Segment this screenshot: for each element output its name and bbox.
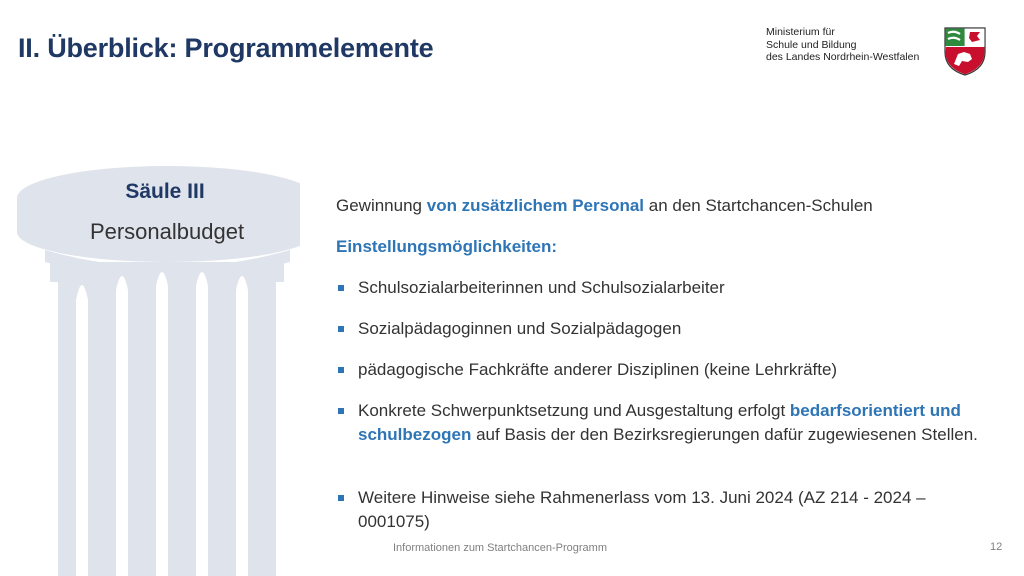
bullet-text: Schulsozialarbeiterinnen und Schulsozialarbeiter <box>358 278 725 297</box>
bullet-text: pädagogische Fachkräfte anderer Disziplinen (keine Lehrkräfte) <box>358 360 838 379</box>
bullet-text: Weitere Hinweise siehe Rahmenerlass vom 13. Juni 2024 (AZ 214 - 2024 – 0001075) <box>358 488 926 531</box>
bullet-item <box>336 358 996 382</box>
intro-highlight: von zusätzlichem Personal <box>426 196 645 215</box>
ministry-line-1: Ministerium für <box>766 26 835 38</box>
bullet-square-icon <box>338 408 344 414</box>
bullet-text-part: Konkrete Schwerpunktsetzung und Ausgestaltung erfolgt <box>358 401 790 420</box>
subheading: Einstellungsmöglichkeiten: <box>336 237 558 256</box>
bullet-highlight: bedarfsorientiert und schulbezogen <box>358 401 961 444</box>
intro-text-end: an den Startchancen-Schulen <box>644 196 873 215</box>
bullet-square-icon <box>338 326 344 332</box>
bullet-text <box>358 399 996 447</box>
intro-text: Gewinnung <box>336 196 427 215</box>
bullet-square-icon <box>338 367 344 373</box>
bullet-item <box>336 486 996 534</box>
bullet-text: Sozialpädagoginnen und Sozialpädagogen <box>358 319 682 338</box>
pillar-title: Säule III <box>125 180 205 203</box>
page-number: 12 <box>990 541 1003 553</box>
pillar-subtitle: Personalbudget <box>89 219 245 244</box>
ministry-line-3: des Landes Nordrhein-Westfalen <box>766 51 920 63</box>
bullet-item <box>336 399 996 447</box>
slide-title: II. Überblick: Programmelemente <box>18 33 434 63</box>
bullet-item <box>336 276 996 300</box>
ministry-label <box>766 26 919 64</box>
nrw-coat-of-arms-icon <box>942 26 988 76</box>
bullet-text-part: auf Basis der den Bezirksregierungen dafür zugewiesenen Stellen. <box>471 425 978 444</box>
bullet-item <box>336 317 996 341</box>
bullet-square-icon <box>338 285 344 291</box>
intro-line <box>336 194 873 218</box>
pillar-graphic <box>0 0 300 576</box>
footer-text: Informationen zum Startchancen-Programm <box>393 542 607 554</box>
ministry-line-2: Schule und Bildung <box>766 38 857 51</box>
bullet-square-icon <box>338 495 344 501</box>
